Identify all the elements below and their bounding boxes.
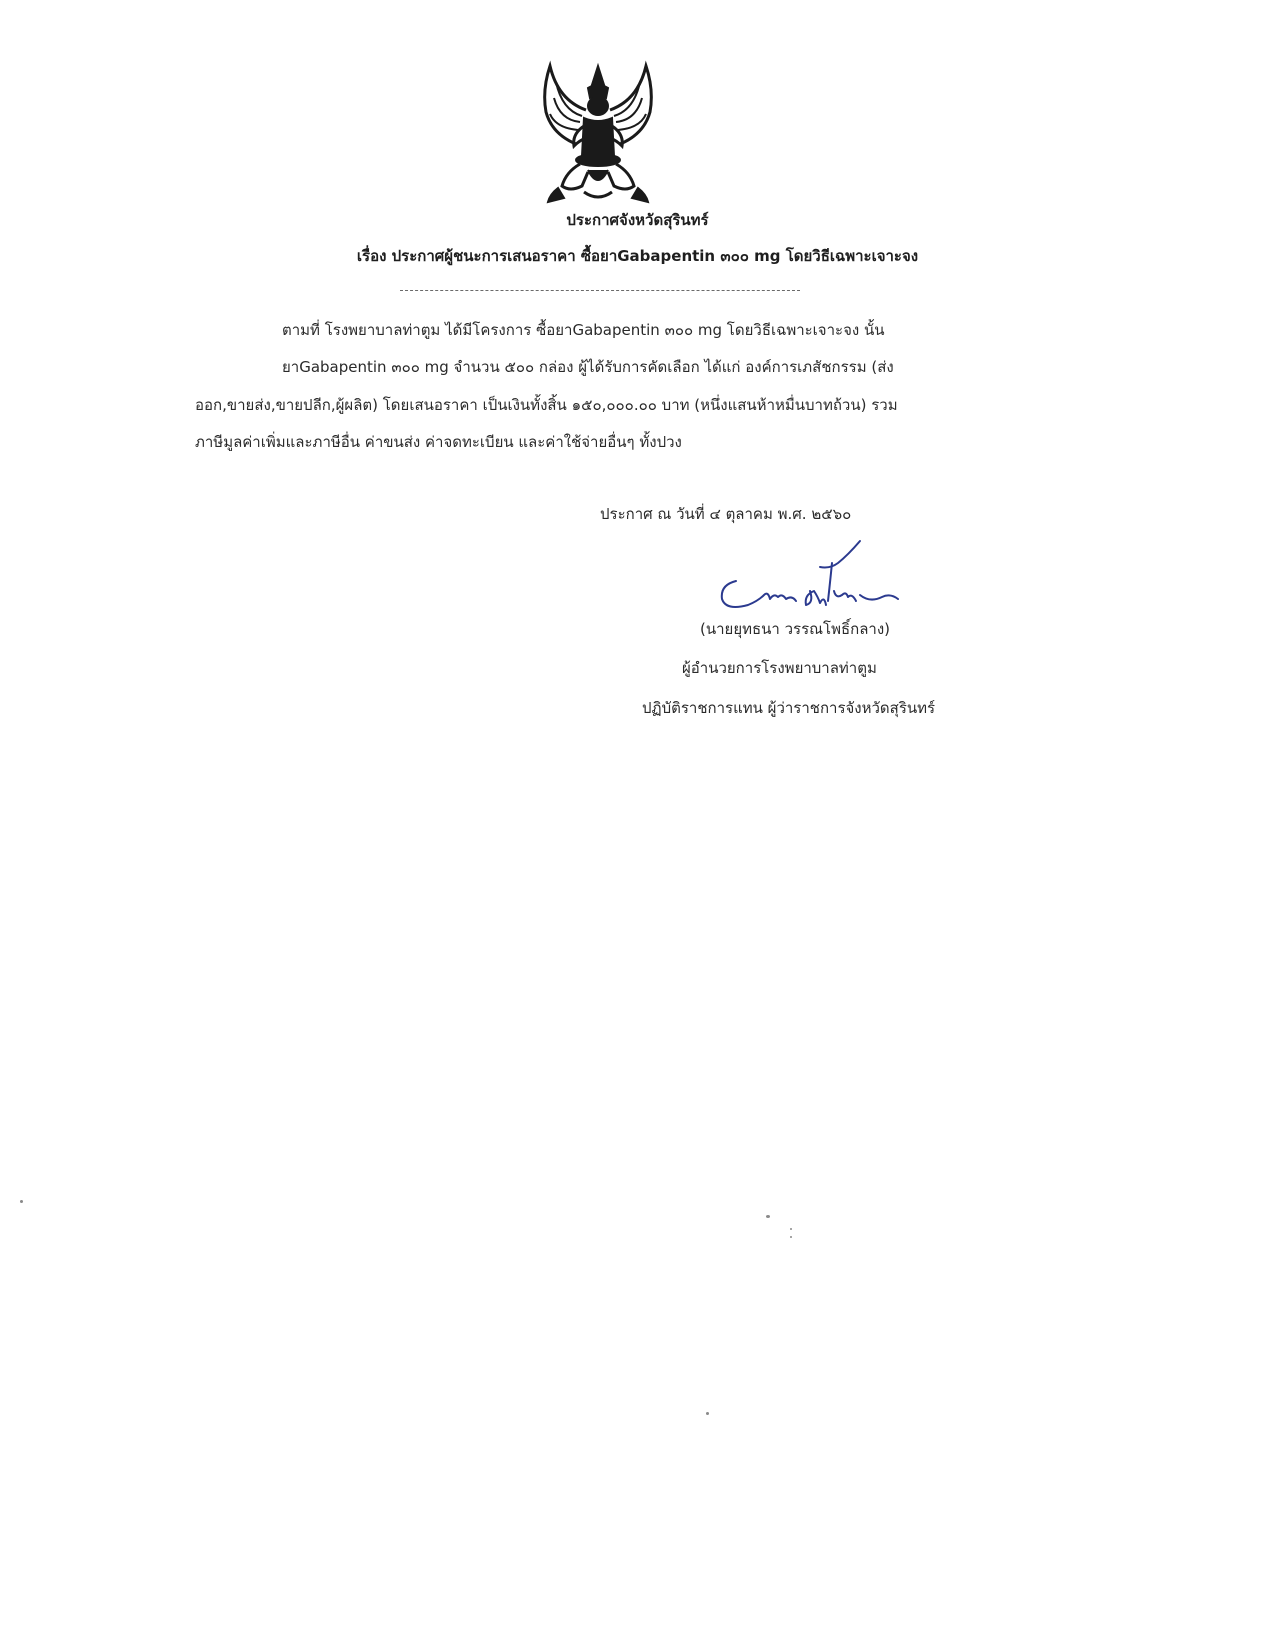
body-line-1: ตามที่ โรงพยาบาลท่าตูม ได้มีโครงการ ซื้อยาGabapentin ๓๐๐ mg โดยวิธีเฉพาะเจาะจง นั้น [282,321,885,339]
scan-speck [790,1228,792,1230]
body-line-4: ภาษีมูลค่าเพิ่มและภาษีอื่น ค่าขนส่ง ค่าจดทะเบียน และค่าใช้จ่ายอื่นๆ ทั้งปวง [195,433,682,451]
scan-speck [766,1215,770,1218]
garuda-emblem-icon [528,60,668,205]
body-line-3: ออก,ขายส่ง,ขายปลีก,ผู้ผลิต) โดยเสนอราคา เป็นเงินทั้งสิ้น ๑๕๐,๐๐๐.๐๐ บาท (หนึ่งแสนห้าหมื่นบาทถ้วน) รวม [195,396,898,414]
signer-acting-position: ปฏิบัติราชการแทน ผู้ว่าราชการจังหวัดสุรินทร์ [642,699,936,717]
announcement-date: ประกาศ ณ วันที่ ๔ ตุลาคม พ.ศ. ๒๕๖๐ [600,505,852,523]
announcement-subject: เรื่อง ประกาศผู้ชนะการเสนอราคา ซื้อยาGabapentin ๓๐๐ mg โดยวิธีเฉพาะเจาะจง [356,247,919,265]
announcement-title: ประกาศจังหวัดสุรินทร์ [566,211,709,229]
signer-position: ผู้อำนวยการโรงพยาบาลท่าตูม [682,659,877,677]
divider [400,290,800,291]
signer-name: (นายยุทธนา วรรณโพธิ์กลาง) [700,620,891,638]
body-line-2: ยาGabapentin ๓๐๐ mg จำนวน ๕๐๐ กล่อง ผู้ได้รับการคัดเลือก ได้แก่ องค์การเภสัชกรรม (ส่ง [282,358,894,376]
scan-speck [20,1200,23,1203]
scan-speck [790,1236,792,1238]
handwritten-signature [710,533,910,618]
scan-speck [706,1412,709,1415]
